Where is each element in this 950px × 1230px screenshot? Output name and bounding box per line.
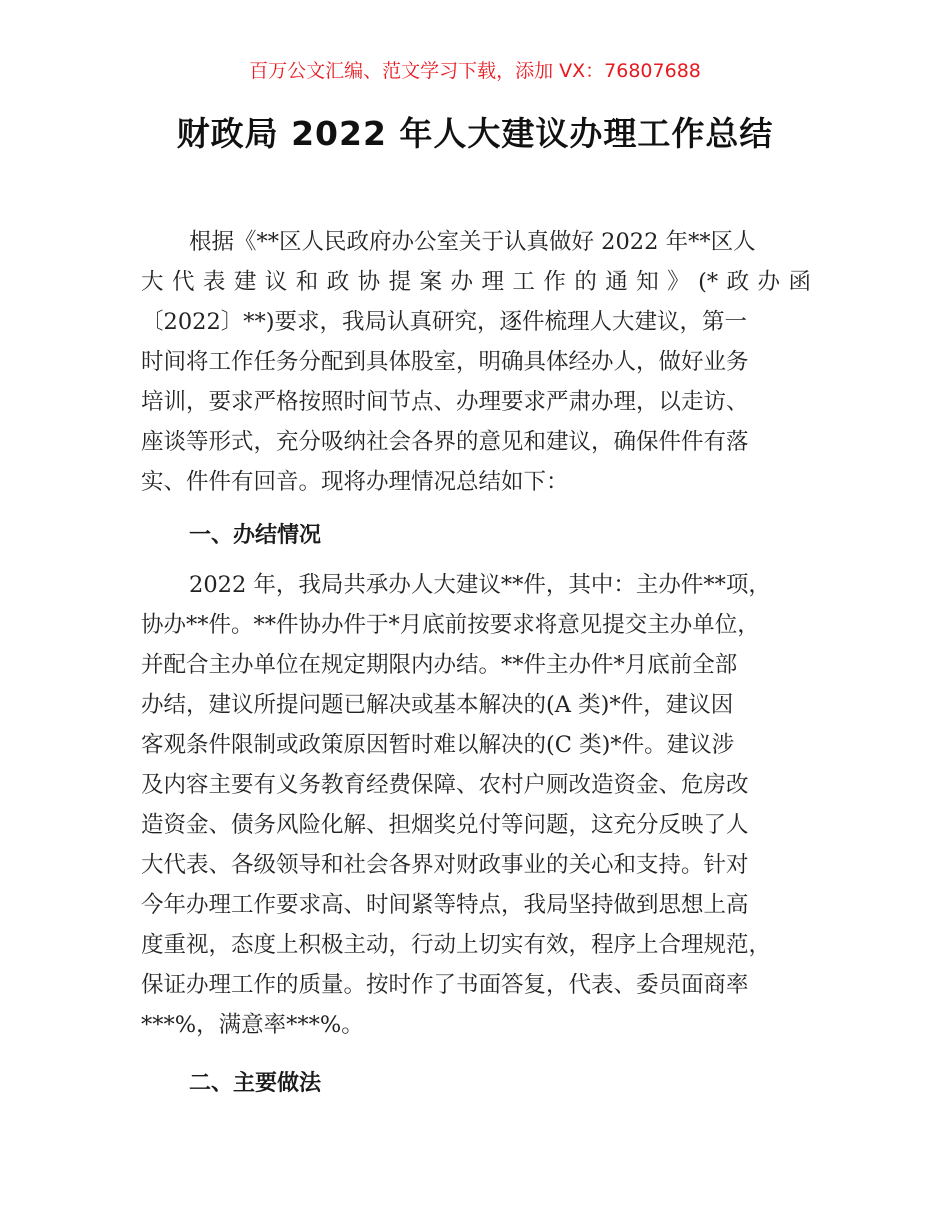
section-heading-1: 一、办结情况 [189, 523, 322, 548]
paragraph-line: 〔2022〕**)要求，我局认真研究，逐件梳理人大建议，第一 [141, 309, 748, 335]
paragraph-line: 座谈等形式，充分吸纳社会各界的意见和建议，确保件件有落 [141, 429, 749, 455]
paragraph-line: 客观条件限制或政策原因暂时难以解决的(C 类)*件。建议涉 [141, 732, 735, 758]
paragraph-line: 造资金、债务风险化解、担烟奖兑付等问题，这充分反映了人 [141, 812, 749, 838]
paragraph-line: ***%，满意率***%。 [141, 1012, 364, 1038]
watermark-banner: 百万公文汇编、范文学习下载，添加 VX：76807688 [249, 60, 701, 82]
paragraph-line: 度重视，态度上积极主动，行动上切实有效，程序上合理规范， [141, 932, 772, 958]
paragraph-line: 今年办理工作要求高、时间紧等特点，我局坚持做到思想上高 [141, 892, 749, 918]
paragraph-line: 2022 年，我局共承办人大建议**件，其中：主办件**项， [189, 572, 771, 598]
paragraph-line: 及内容主要有义务教育经费保障、农村户厕改造资金、危房改 [141, 772, 749, 798]
paragraph-line: 保证办理工作的质量。按时作了书面答复，代表、委员面商率 [141, 972, 749, 998]
section-heading-2: 二、主要做法 [189, 1071, 322, 1096]
document-title: 财政局 2022 年人大建议办理工作总结 [176, 114, 774, 153]
paragraph-line: 根据《**区人民政府办公室关于认真做好 2022 年**区人 [189, 229, 756, 255]
paragraph-line: 培训，要求严格按照时间节点、办理要求严肃办理，以走访、 [141, 389, 749, 415]
paragraph-line: 大代表建议和政协提案办理工作的通知》(*政办函 [141, 269, 811, 295]
paragraph-line: 协办**件。**件协办件于*月底前按要求将意见提交主办单位， [141, 612, 760, 638]
paragraph-line: 大代表、各级领导和社会各界对财政事业的关心和支持。针对 [141, 852, 749, 878]
paragraph-line: 并配合主办单位在规定期限内办结。**件主办件*月底前全部 [141, 652, 738, 678]
paragraph-line: 实、件件有回音。现将办理情况总结如下： [141, 469, 569, 495]
paragraph-line: 时间将工作任务分配到具体股室，明确具体经办人，做好业务 [141, 349, 749, 375]
paragraph-line: 办结，建议所提问题已解决或基本解决的(A 类)*件，建议因 [141, 692, 734, 718]
paragraph-intro [141, 222, 811, 502]
paragraph-completion [141, 565, 811, 1045]
